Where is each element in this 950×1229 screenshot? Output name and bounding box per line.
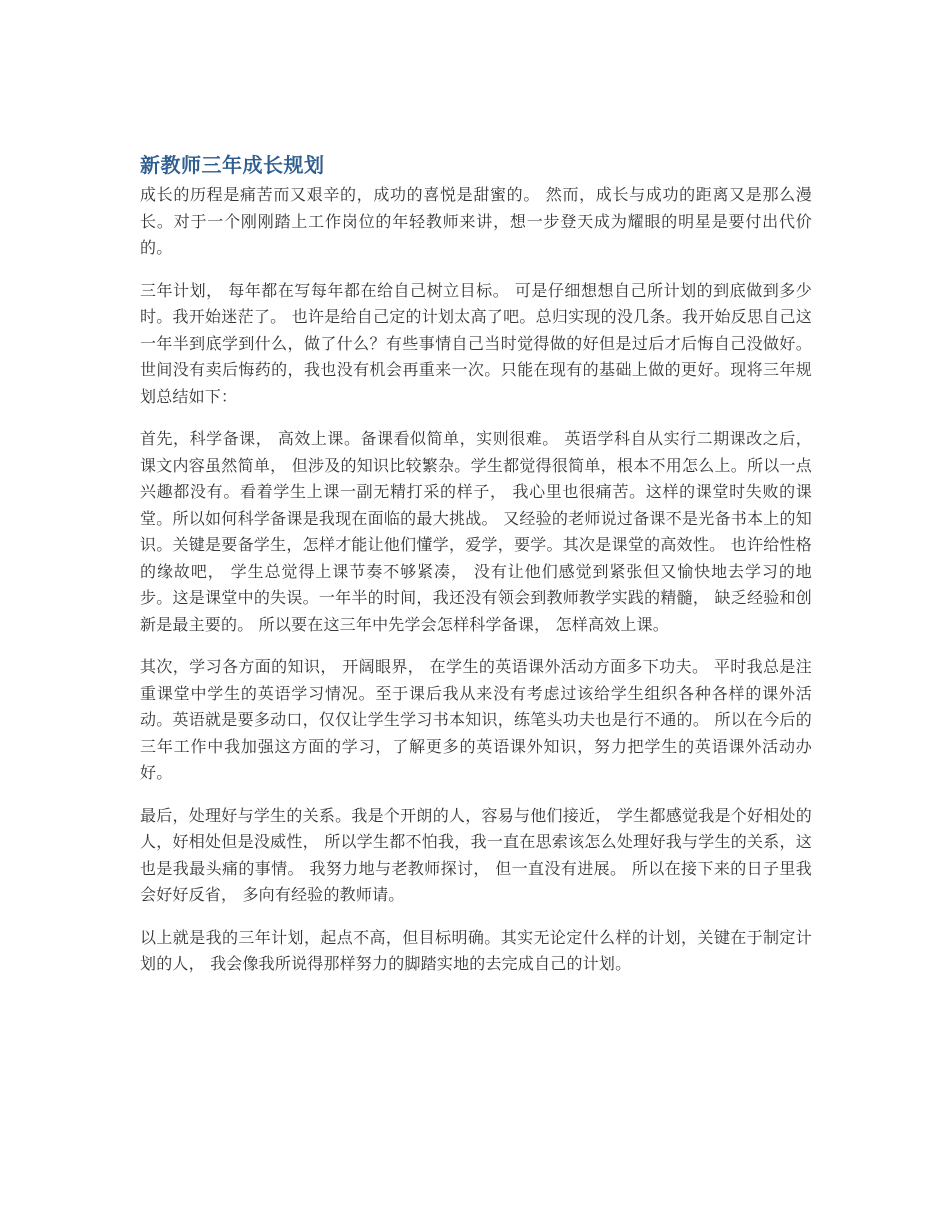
paragraph-first-point: 首先，科学备课， 高效上课。备课看似简单，实则很难。 英语学科自从实行二期课改之后， 课文内容虽然简单， 但涉及的知识比较繁杂。学生都觉得很简单，根本不用怎么上。所以一点兴趣都没有。看着学生上课一副无精打采的样子， 我心里也很痛苦。这样的课堂时失败的课堂。所以如何科学备课是我现在面临的最大挑战。 又经验的老师说过备课不是光备书本上的知识。关键是要备学生，怎样才能让他们懂学，爱学，要学。其次是课堂的高效性。 也许给性格的缘故吧， 学生总觉得上课节奏不够紧凑， 没有让他们感觉到紧张但又愉快地去学习的地步。这是课堂中的失误。一年半的时间，我还没有领会到教师教学实践的精髓， 缺乏经验和创新是最主要的。 所以要在这三年中先学会怎样科学备课， 怎样高效上课。 — [140, 429, 812, 634]
paragraph-conclusion: 以上就是我的三年计划，起点不高，但目标明确。其实无论定什么样的计划，关键在于制定计划的人， 我会像我所说得那样努力的脚踏实地的去完成自己的计划。 — [140, 927, 812, 973]
paragraph-intro: 成长的历程是痛苦而又艰辛的，成功的喜悦是甜蜜的。 然而，成长与成功的距离又是那么漫长。对于一个刚刚踏上工作岗位的年轻教师来讲，想一步登天成为耀眼的明星是要付出代价的。 — [140, 185, 812, 257]
paragraph-third-point: 最后，处理好与学生的关系。我是个开朗的人，容易与他们接近， 学生都感觉我是个好相处的人，好相处但是没威性， 所以学生都不怕我，我一直在思索该怎么处理好我与学生的关系，这也是我最头痛的事情。 我努力地与老教师探讨， 但一直没有进展。 所以在接下来的日子里我会好好反省， 多向有经验的教师请。 — [140, 805, 812, 904]
paragraph-second-point: 其次，学习各方面的知识， 开阔眼界， 在学生的英语课外活动方面多下功夫。 平时我总是注重课堂中学生的英语学习情况。至于课后我从来没有考虑过该给学生组织各种各样的课外活动。英语就是要多动口，仅仅让学生学习书本知识，练笔头功夫也是行不通的。 所以在今后的三年工作中我加强这方面的学习，了解更多的英语课外知识，努力把学生的英语课外活动办好。 — [140, 657, 812, 782]
document-title: 新教师三年成长规划 — [140, 153, 325, 177]
paragraph-three-year-plan: 三年计划， 每年都在写每年都在给自己树立目标。 可是仔细想想自己所计划的到底做到多少时。我开始迷茫了。 也许是给自己定的计划太高了吧。总归实现的没几条。我开始反思自己这一年半到底学到什么，做了什么？有些事情自己当时觉得做的好但是过后才后悔自己没做好。 世间没有卖后悔药的，我也没有机会再重来一次。只能在现有的基础上做的更好。现将三年规划总结如下： — [140, 280, 812, 406]
document-page — [140, 150, 812, 994]
